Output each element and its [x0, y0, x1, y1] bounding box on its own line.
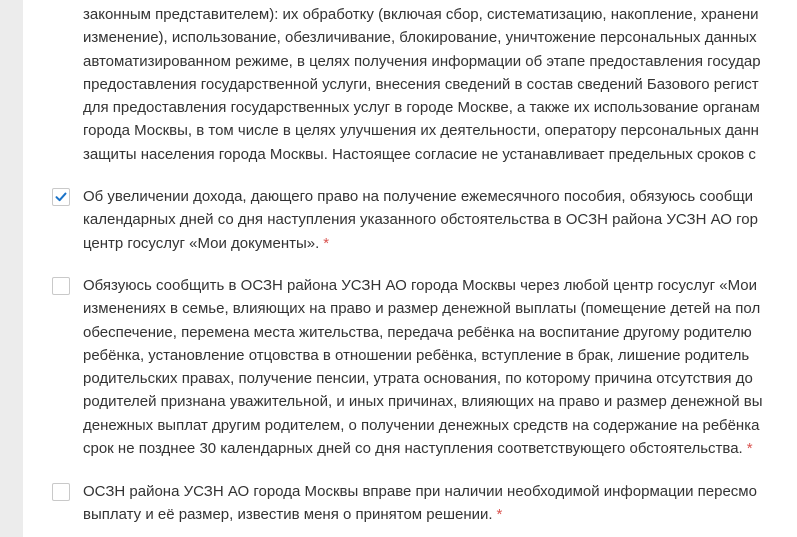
- form-content: [23, 0, 797, 537]
- checkbox-label-line: Об увеличении дохода, дающего право на получение ежемесячного пособия, обязуюсь сообщи: [83, 188, 754, 205]
- checkmark-icon: [55, 191, 67, 203]
- checkbox-label-line: денежных выплат другим родителем, о получении денежных средств на содержание на ребёнка: [83, 416, 760, 434]
- income-increase-checkbox[interactable]: [52, 188, 70, 206]
- consent-text-line: для предоставления государственных услуг в городе Москве, а также их использование органам: [83, 99, 760, 117]
- required-asterisk: *: [323, 234, 330, 252]
- checkbox-label-line: родителей признана уважительной, и иных причинах, влияющих на право и размер денежной вы: [83, 393, 763, 411]
- income-increase-label: [83, 185, 758, 255]
- consent-text-line: законным представителем): их обработку (включая сбор, систематизацию, накопление, хранени: [83, 6, 759, 23]
- consent-text-line: защиты населения города Москвы. Настоящее согласие не устанавливает предельных сроков с: [83, 145, 756, 163]
- checkbox-label-line: Обязуюсь сообщить в ОСЗН района УСЗН АО города Москвы через любой центр госуслуг «Мои: [83, 277, 757, 294]
- consent-text-line: города Москвы, в том числе в целях улучшения их деятельности, оператору персональных данн: [83, 122, 759, 140]
- required-asterisk: *: [746, 440, 753, 458]
- checkbox-label-line: центр госуслуг «Мои документы». *: [83, 234, 330, 252]
- page-gutter: [0, 0, 23, 537]
- consent-text-line: изменение), использование, обезличивание, блокирование, уничтожение персональных данных: [83, 29, 757, 47]
- payment-review-checkbox[interactable]: [52, 483, 70, 501]
- required-asterisk: *: [496, 506, 503, 524]
- family-changes-label: [83, 274, 763, 460]
- checkbox-label-line: изменениях в семье, влияющих на право и размер денежной выплаты (помещение детей на пол: [83, 300, 761, 318]
- checkbox-label-line: родительских правах, получение пенсии, утрата основания, по которому причина отсутствия до: [83, 370, 753, 388]
- consent-text-line: предоставления государственной услуги, внесения сведений в состав сведений Базового регист: [83, 75, 759, 93]
- checkbox-label-line: срок не позднее 30 календарных дней со дня наступления соответствующего обстоятельства. *: [83, 440, 753, 458]
- checkbox-label-line: выплату и её размер, известив меня о принятом решении. *: [83, 506, 503, 524]
- checkbox-label-line: календарных дней со дня наступления указанного обстоятельства в ОСЗН района УСЗН АО гор: [83, 211, 758, 229]
- checkbox-label-line: обеспечение, перемена места жительства, передача ребёнка на воспитание другому родителю: [83, 323, 752, 341]
- checkbox-label-line: ребёнка, установление отцовства в отношении ребёнка, вступление в брак, лишение родитель: [83, 346, 750, 364]
- consent-text-line: автоматизированном режиме, в целях получения информации об этапе предоставления государ: [83, 52, 761, 70]
- family-changes-checkbox[interactable]: [52, 277, 70, 295]
- checkbox-label-line: ОСЗН района УСЗН АО города Москвы вправе при наличии необходимой информации пересмо: [83, 483, 757, 500]
- payment-review-label: [83, 480, 757, 527]
- consent-text-block: [83, 3, 761, 166]
